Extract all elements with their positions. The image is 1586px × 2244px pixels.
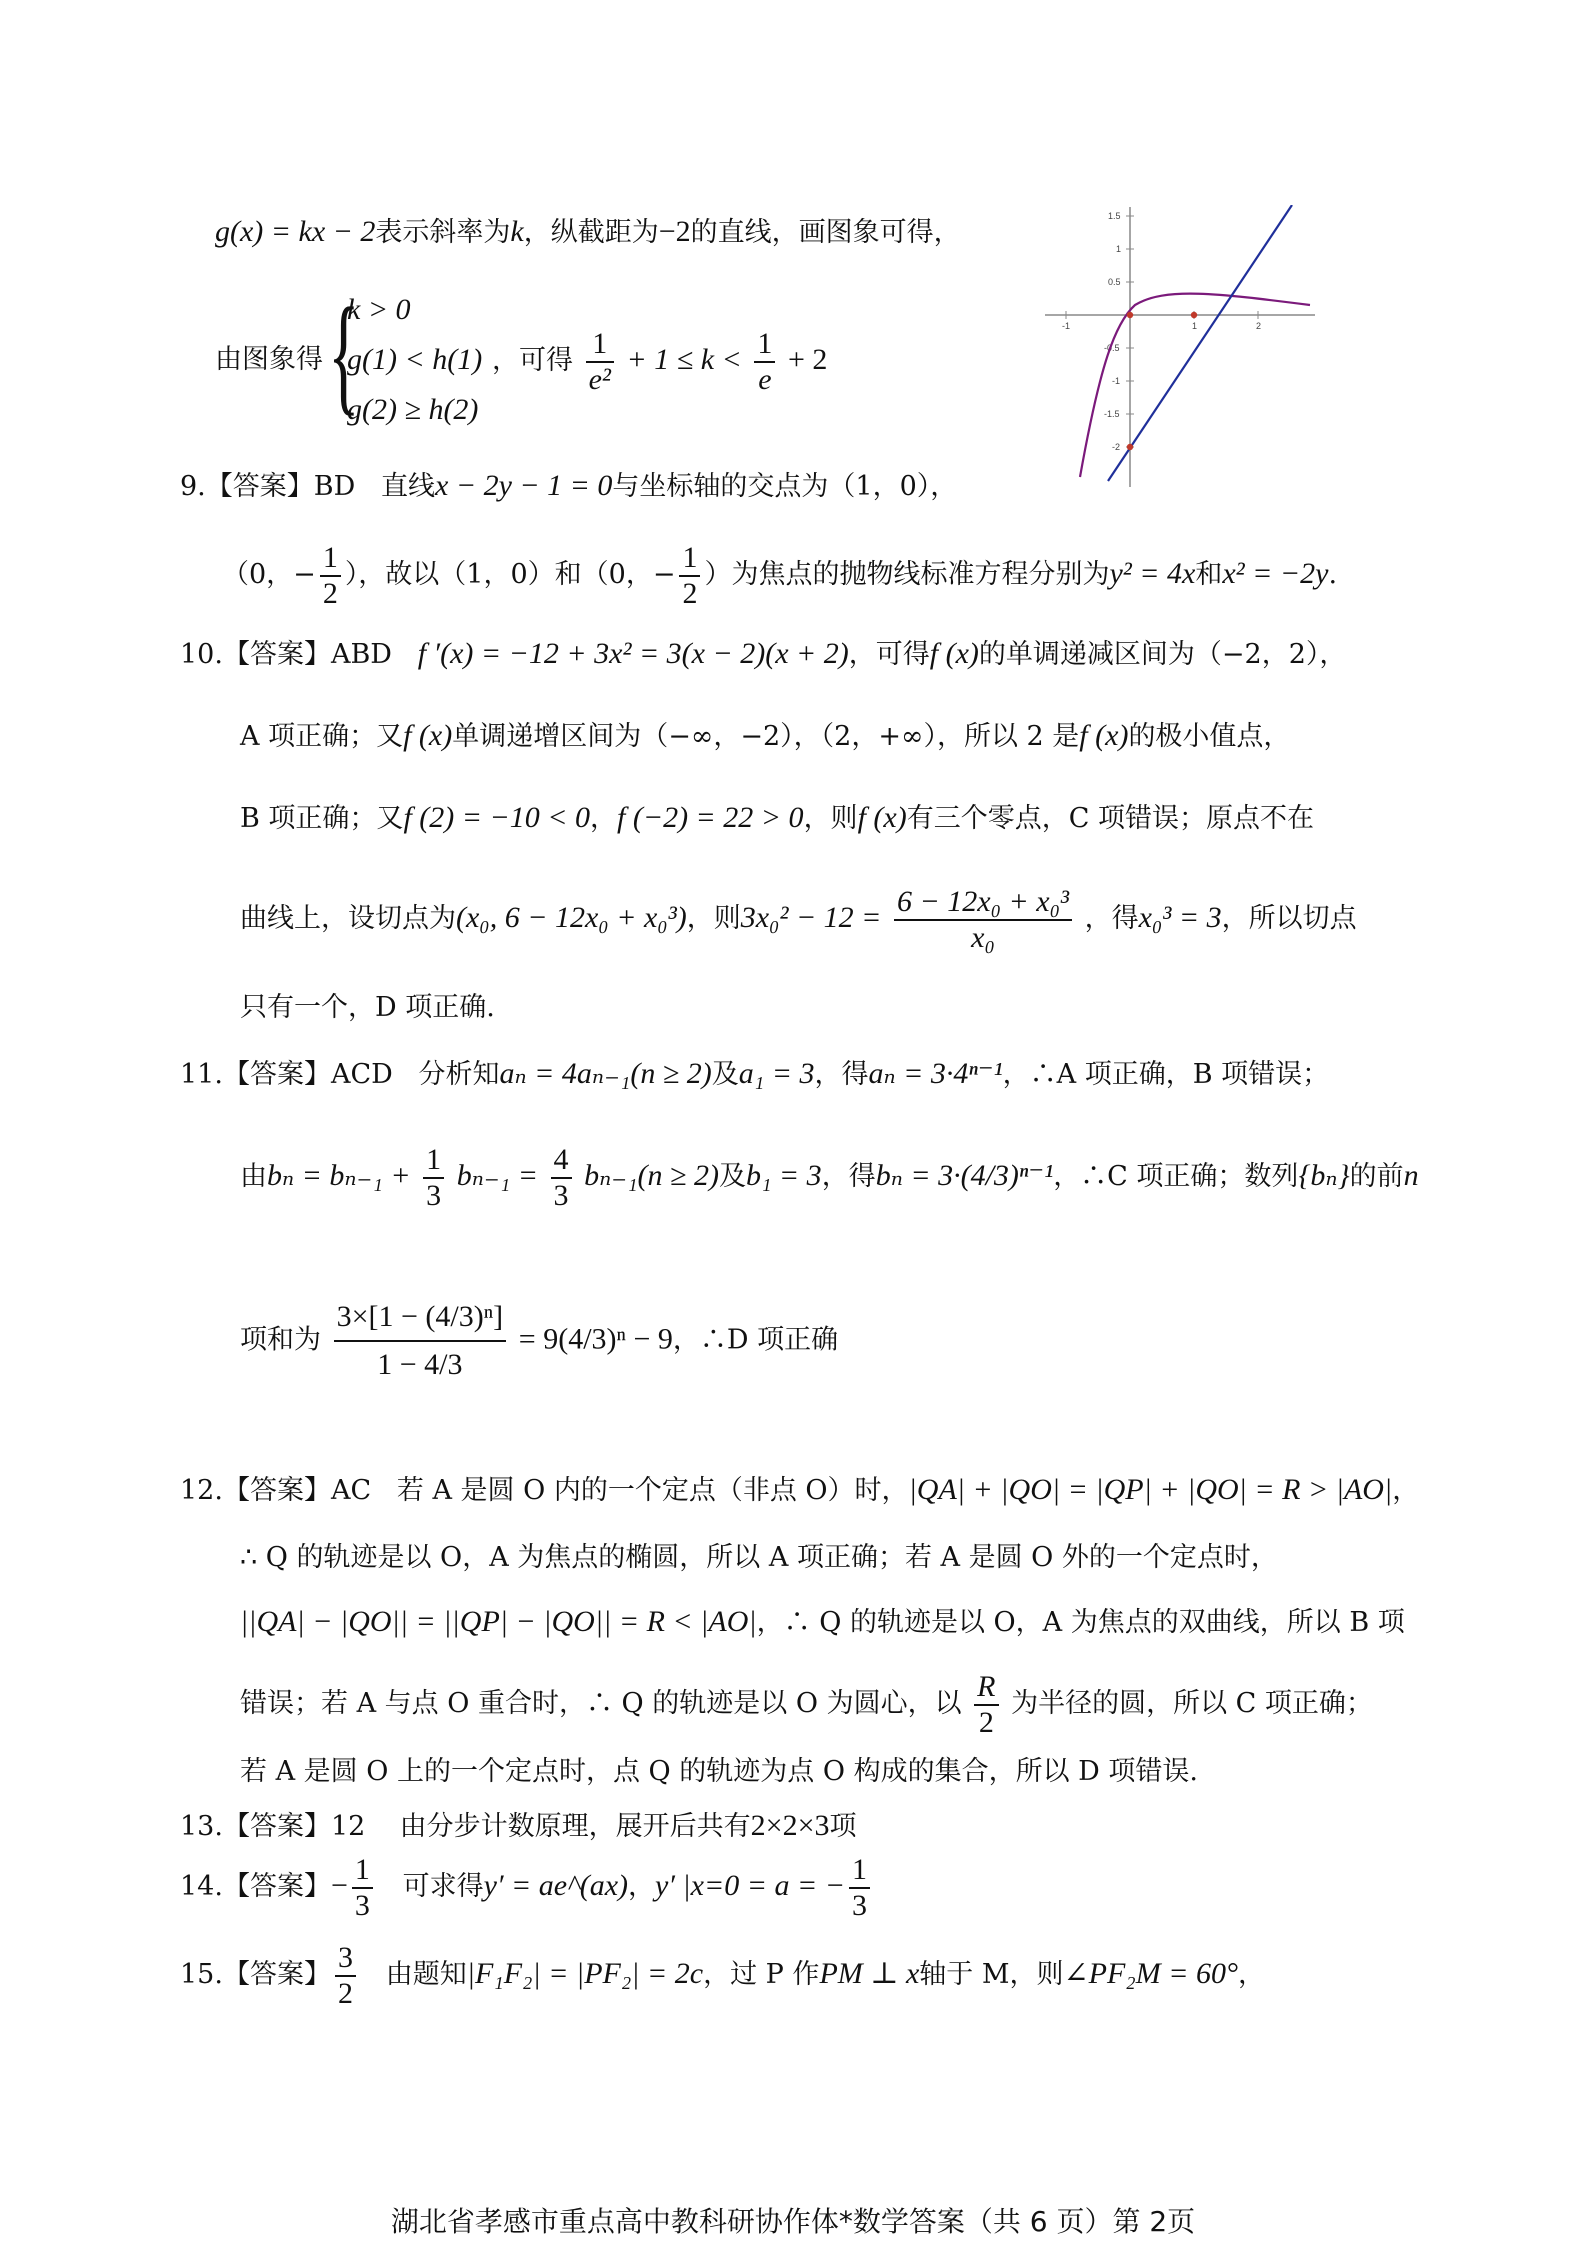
case-3: g(2) ≥ h(2) [347, 393, 479, 426]
q12-line3: ||QA| − |QO|| = ||QP| − |QO|| = R < |AO|，∴ Q 的轨迹是以 O，A 为焦点的双曲线，所以 B 项 [240, 1605, 1405, 1638]
y-tick-label: -1.5 [1104, 409, 1120, 419]
p8-line2-prefix: 由图象得 [215, 344, 323, 375]
q14-line: 14.【答案】− $\frac{1}{3}$ 可求得y′ = ae^(ax)，y′ |x=0 = a = − $\frac{1}{3}$ [180, 1848, 874, 1925]
p8-line1: g(x) = kx − 2表示斜率为k，纵截距为−2的直线，画图象可得， [215, 215, 961, 248]
point-x1 [1191, 312, 1197, 318]
q11-line3: 项和为 $\frac{\text{3×[1 − (4/3)ⁿ]}}{1 - 4/3}$ = 9(4/3)ⁿ − 9，∴D 项正确 [240, 1300, 839, 1381]
y-tick-label: 1 [1116, 244, 1122, 254]
q9-line1: 9.【答案】BD 直线x − 2y − 1 = 0与坐标轴的交点为（1，0）， [180, 469, 958, 502]
point-y-intercept [1127, 444, 1133, 450]
point-origin [1127, 312, 1133, 318]
case-1: k > 0 [347, 293, 411, 326]
p8-line2-result: ，可得 $\frac{1}{\text{e²}}$ + 1 ≤ k < $\frac{1}{e}$ + 2 [492, 326, 828, 396]
function-graph [1040, 205, 1320, 490]
y-tick-label: 0.5 [1108, 277, 1121, 287]
page-footer: 湖北省孝感市重点高中教科研协作体*数学答案（共 6 页）第 2页 [390, 2205, 1196, 2238]
q10-line1: 10.【答案】ABD f ′(x) = −12 + 3x² = 3(x − 2)(x + 2)，可得f (x)的单调递减区间为（−2，2）， [180, 637, 1347, 670]
q10-line3: B 项正确；又f (2) = −10 < 0，f (−2) = 22 > 0，则f (x)有三个零点，C 项错误；原点不在 [240, 801, 1314, 834]
x-tick-label: 1 [1192, 321, 1198, 331]
case-brace: { [328, 280, 360, 427]
q12-line5: 若 A 是圆 O 上的一个定点时，点 Q 的轨迹为点 O 构成的集合，所以 D 项错误. [240, 1756, 1198, 1787]
q12-line1: 12.【答案】AC 若 A 是圆 O 内的一个定点（非点 O）时，|QA| + |QO| = |QP| + |QO| = R > |AO|， [180, 1473, 1420, 1506]
x-tick-label: 2 [1256, 321, 1262, 331]
q11-line1: 11.【答案】ACD 分析知aₙ = 4aₙ₋₁(n ≥ 2)及a₁ = 3，得aₙ = 3·4ⁿ⁻¹，∴A 项正确，B 项错误； [180, 1057, 1330, 1090]
y-tick-label: 1.5 [1108, 211, 1121, 221]
case-2: g(1) < h(1) [347, 343, 483, 376]
q11-line2: 由bₙ = bₙ₋₁ + $\frac{1}{3}$ bₙ₋₁ = $\frac{4}{3}$ bₙ₋₁(n ≥ 2)及b₁ = 3，得bₙ = 3·(4/3)ⁿ⁻¹，∴C 项正确；数列{bₙ}的前n [240, 1142, 1419, 1212]
q10-line2: A 项正确；又f (x)单调递增区间为（−∞，−2），（2，+∞），所以 2 是f (x)的极小值点， [240, 719, 1291, 752]
x-tick-label: -1 [1062, 321, 1071, 331]
q9-line2: （0，− $\frac{1}{2}$ ），故以（1，0）和（0，− $\frac{1}{2}$ ）为焦点的抛物线标准方程分别为y² = 4x和x² = −2y. [222, 540, 1338, 610]
q12-line4: 错误；若 A 与点 O 重合时，∴ Q 的轨迹是以 O 为圆心，以 $\frac{R}{2}$ 为半径的圆，所以 C 项正确； [240, 1669, 1373, 1739]
line-g [1108, 205, 1292, 481]
y-tick-label: -0.5 [1104, 343, 1120, 353]
q13-line: 13.【答案】12 由分步计数原理，展开后共有2×2×3项 [180, 1809, 857, 1842]
q12-line2: ∴ Q 的轨迹是以 O，A 为焦点的椭圆，所以 A 项正确；若 A 是圆 O 外的一个定点时， [240, 1542, 1278, 1573]
q15-line: 15.【答案】 $\frac{3}{2}$ 由题知|F₁F₂| = |PF₂| = 2c，过 P 作PM ⊥ x轴于 M，则∠PF₂M = 60°， [180, 1940, 1265, 2010]
q10-line4: 曲线上，设切点为(x₀, 6 − 12x₀ + x₀³)，则3x₀² − 12 = $\frac{\text{6 − 12x₀ + x₀³}}{\text{x₀}}$ ，得x₀³ = 3，所以切点 [240, 884, 1357, 954]
y-tick-label: -1 [1112, 376, 1121, 386]
y-tick-label: -2 [1112, 442, 1121, 452]
q10-line5: 只有一个，D 项正确. [240, 992, 495, 1023]
